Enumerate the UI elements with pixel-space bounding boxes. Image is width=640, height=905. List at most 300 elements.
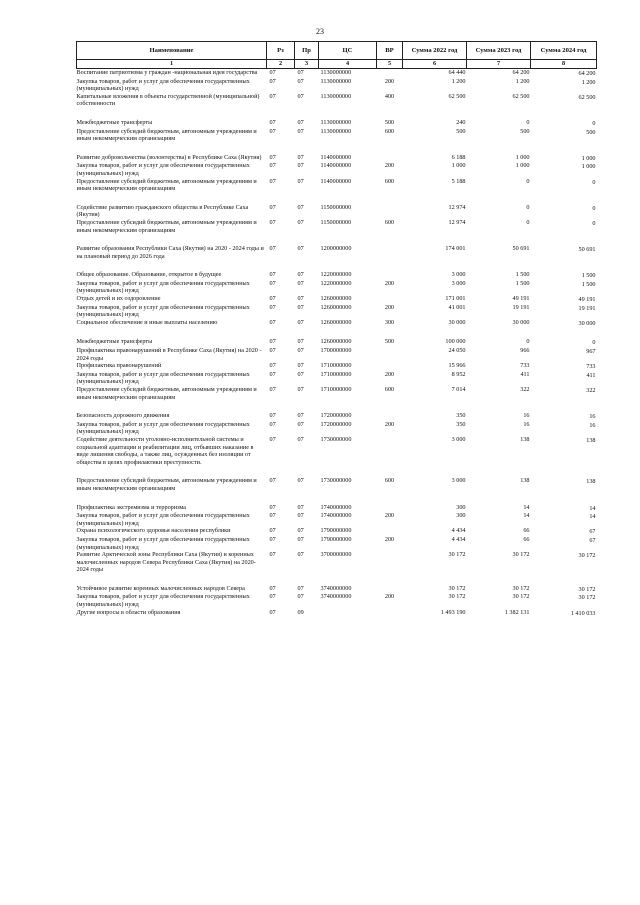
row-pr: 07 bbox=[297, 370, 304, 378]
row-sum-2023: 16 bbox=[523, 412, 530, 420]
row-pr: 07 bbox=[297, 127, 304, 135]
row-sum-2024: 0 bbox=[592, 119, 596, 127]
table-row bbox=[77, 178, 597, 193]
row-name: Развитие Арктической зоны Республики Саха (Якутия) и коренных малочисленных народов Севера Республики Саха (Якутия) на 2020-2024 годы bbox=[76, 551, 256, 574]
row-spacer-cell bbox=[77, 108, 597, 119]
row-name: Охрана психологического здоровья населения республики bbox=[76, 527, 231, 535]
row-spacer bbox=[77, 108, 597, 119]
row-cs bbox=[319, 609, 377, 618]
row-sum-2024: 67 bbox=[589, 536, 596, 544]
header-sum-2023: Сумма 2023 год bbox=[467, 42, 531, 60]
row-sum-2024: 30 000 bbox=[578, 319, 596, 327]
row-sum-2022: 300 bbox=[456, 512, 466, 520]
row-cs: 1260000000 bbox=[320, 318, 352, 326]
table-row bbox=[77, 93, 597, 108]
row-cs: 1150000000 bbox=[320, 218, 352, 226]
row-pr: 07 bbox=[297, 386, 304, 393]
header-sum-2024: Сумма 2024 год bbox=[531, 42, 597, 60]
row-vr bbox=[377, 436, 403, 466]
row-cs: 1260000000 bbox=[320, 303, 352, 311]
column-number: 4 bbox=[319, 60, 377, 69]
row-sum-2023: 1 500 bbox=[515, 271, 530, 279]
row-name: Предоставление субсидий бюджетным, автономным учреждениям и иным некоммерческим организациям bbox=[76, 386, 257, 401]
row-pr: 07 bbox=[297, 435, 304, 443]
row-sum-2022: 24 050 bbox=[448, 347, 466, 355]
row-sum-2023: 138 bbox=[520, 477, 530, 485]
column-number: 1 bbox=[77, 60, 267, 69]
row-vr bbox=[377, 551, 403, 574]
row-sum-2022: 8 952 bbox=[451, 370, 466, 378]
row-name: Закупка товаров, работ и услуг для обеспечения государственных (муниципальных) нужд bbox=[76, 535, 250, 551]
row-vr: 500 bbox=[384, 338, 395, 346]
row-sum-2022: 30 000 bbox=[448, 318, 466, 326]
row-sum-2024: 1 200 bbox=[581, 78, 596, 86]
row-sum-2022: 12 974 bbox=[448, 218, 466, 226]
row-cs: 1130000000 bbox=[320, 69, 352, 76]
row-rz: 07 bbox=[269, 77, 276, 85]
row-rz: 07 bbox=[269, 412, 276, 420]
row-rz: 07 bbox=[269, 338, 276, 346]
row-sum-2023: 16 bbox=[523, 420, 530, 428]
table-row bbox=[77, 304, 597, 319]
row-pr: 07 bbox=[297, 92, 304, 100]
table-row bbox=[77, 593, 597, 608]
row-sum-2023: 0 bbox=[526, 177, 530, 185]
row-sum-2023: 66 bbox=[523, 535, 530, 543]
table-row bbox=[77, 245, 597, 260]
row-vr: 600 bbox=[384, 218, 395, 226]
row-name: Закупка товаров, работ и услуг для обеспечения государственных (муниципальных) нужд bbox=[76, 162, 250, 177]
row-name: Развитие образования Республики Саха (Якутия) на 2020 - 2024 годы и на плановый период до 2026 года bbox=[76, 245, 264, 260]
row-rz: 07 bbox=[269, 347, 276, 355]
row-pr: 07 bbox=[297, 218, 304, 226]
row-sum-2023: 1 200 bbox=[515, 77, 530, 85]
row-vr: 200 bbox=[384, 303, 395, 311]
row-vr bbox=[377, 362, 403, 371]
row-vr bbox=[377, 412, 403, 421]
row-cs: 1700000000 bbox=[320, 347, 352, 355]
row-rz: 07 bbox=[269, 512, 276, 520]
row-sum-2022: 30 172 bbox=[448, 551, 466, 559]
row-vr: 600 bbox=[384, 177, 395, 185]
row-sum-2024: 967 bbox=[586, 348, 596, 356]
row-sum-2023: 62 500 bbox=[512, 92, 530, 100]
row-rz: 07 bbox=[269, 177, 276, 185]
row-rz: 07 bbox=[269, 477, 276, 485]
row-sum-2022: 350 bbox=[456, 420, 466, 428]
row-rz: 07 bbox=[269, 503, 276, 511]
table-row bbox=[77, 421, 597, 436]
table-row bbox=[77, 219, 597, 234]
row-spacer bbox=[77, 234, 597, 245]
row-sum-2024: 16 bbox=[589, 413, 596, 421]
row-name: Профилактика правонарушений в Республике Саха (Якутия) на 2020 - 2024 годы bbox=[76, 347, 262, 362]
table-row bbox=[77, 154, 597, 163]
table-row bbox=[77, 386, 597, 401]
row-sum-2022: 1 000 bbox=[451, 162, 466, 170]
row-cs: 1710000000 bbox=[320, 386, 352, 393]
row-sum-2022: 12 974 bbox=[448, 203, 466, 211]
row-sum-2023: 411 bbox=[520, 370, 530, 378]
row-name: Другие вопросы в области образования bbox=[76, 608, 181, 616]
row-name: Закупка товаров, работ и услуг для обеспечения государственных (муниципальных) нужд bbox=[76, 370, 250, 386]
row-sum-2024: 14 bbox=[589, 513, 596, 521]
row-name: Социальное обеспечение и иные выплаты населению bbox=[76, 318, 218, 326]
row-cs: 3740000000 bbox=[320, 584, 352, 592]
row-cs: 1220000000 bbox=[320, 279, 352, 287]
row-name: Предоставление субсидий бюджетным, автономным учреждениям и иным некоммерческим организациям bbox=[76, 477, 257, 492]
row-pr: 07 bbox=[297, 245, 304, 253]
header-name: Наименование bbox=[77, 42, 267, 60]
row-sum-2023: 0 bbox=[526, 338, 530, 346]
row-pr: 07 bbox=[297, 420, 304, 428]
row-spacer-cell bbox=[77, 574, 597, 585]
row-sum-2024: 411 bbox=[586, 371, 596, 379]
row-rz: 07 bbox=[269, 203, 276, 211]
row-cs: 1260000000 bbox=[320, 338, 352, 346]
table-row bbox=[77, 78, 597, 93]
row-sum-2024: 30 172 bbox=[578, 552, 596, 560]
row-pr: 07 bbox=[297, 203, 304, 211]
row-vr: 600 bbox=[384, 477, 395, 485]
row-vr bbox=[377, 527, 403, 536]
row-name: Содействие развитию гражданского общества в Республике Саха (Якутия) bbox=[76, 203, 249, 219]
row-sum-2022: 3 000 bbox=[451, 435, 466, 443]
row-name: Профилактика правонарушений bbox=[76, 362, 162, 370]
row-cs: 1140000000 bbox=[320, 162, 352, 170]
row-sum-2022: 171 001 bbox=[445, 295, 466, 303]
row-spacer-cell bbox=[77, 193, 597, 204]
row-sum-2024: 138 bbox=[586, 478, 596, 486]
row-sum-2024: 1 410 033 bbox=[570, 609, 596, 617]
row-cs: 1150000000 bbox=[320, 203, 352, 211]
row-cs: 3700000000 bbox=[320, 551, 352, 559]
row-cs: 1710000000 bbox=[320, 370, 352, 378]
row-pr: 07 bbox=[297, 162, 304, 170]
row-spacer-cell bbox=[77, 401, 597, 412]
table-row bbox=[77, 128, 597, 143]
page-number: 23 bbox=[316, 27, 324, 36]
row-cs: 1720000000 bbox=[320, 420, 352, 428]
row-name: Профилактика экстремизма и терроризма bbox=[76, 503, 187, 511]
table-row bbox=[77, 412, 597, 421]
row-sum-2022: 174 001 bbox=[445, 245, 466, 253]
row-pr: 07 bbox=[297, 584, 304, 592]
row-sum-2024: 64 200 bbox=[578, 70, 596, 77]
row-sum-2023: 322 bbox=[520, 386, 530, 393]
table-row bbox=[77, 69, 597, 78]
row-vr bbox=[377, 271, 403, 280]
row-vr bbox=[377, 245, 403, 260]
row-vr: 200 bbox=[384, 593, 395, 601]
row-vr: 600 bbox=[384, 127, 395, 135]
row-pr: 07 bbox=[297, 77, 304, 85]
row-cs: 1130000000 bbox=[320, 92, 352, 100]
row-vr: 200 bbox=[384, 420, 395, 428]
row-sum-2024: 62 500 bbox=[578, 93, 596, 101]
table-row bbox=[77, 295, 597, 304]
row-cs: 1710000000 bbox=[320, 362, 352, 370]
table-row bbox=[77, 119, 597, 128]
row-sum-2023: 500 bbox=[520, 127, 530, 135]
row-sum-2023: 0 bbox=[526, 118, 530, 126]
row-spacer bbox=[77, 327, 597, 338]
row-sum-2023: 1 382 131 bbox=[504, 608, 530, 616]
row-name: Закупка товаров, работ и услуг для обеспечения государственных (муниципальных) нужд bbox=[76, 593, 250, 609]
row-cs: 1730000000 bbox=[320, 435, 352, 443]
row-rz: 07 bbox=[269, 584, 276, 592]
row-name: Устойчивое развитие коренных малочисленных народов Севера bbox=[76, 584, 245, 592]
row-sum-2024: 14 bbox=[589, 504, 596, 512]
row-vr: 200 bbox=[384, 512, 395, 520]
row-pr: 07 bbox=[297, 338, 304, 346]
row-name: Закупка товаров, работ и услуг для обеспечения государственных (муниципальных) нужд bbox=[76, 420, 250, 436]
row-sum-2024: 1 000 bbox=[581, 154, 596, 162]
row-rz: 07 bbox=[269, 551, 276, 559]
row-pr: 09 bbox=[297, 608, 304, 616]
row-vr: 500 bbox=[384, 118, 395, 126]
table-row bbox=[77, 338, 597, 347]
row-sum-2024: 30 172 bbox=[578, 594, 596, 602]
row-spacer-cell bbox=[77, 260, 597, 271]
row-sum-2023: 30 172 bbox=[512, 551, 530, 559]
row-sum-2022: 240 bbox=[456, 118, 466, 126]
row-sum-2023: 966 bbox=[520, 347, 530, 355]
row-name: Безопасность дорожного движения bbox=[76, 412, 170, 420]
row-rz: 07 bbox=[269, 362, 276, 370]
row-sum-2024: 733 bbox=[586, 363, 596, 371]
row-vr bbox=[377, 504, 403, 513]
row-spacer-cell bbox=[77, 466, 597, 477]
row-vr: 200 bbox=[384, 77, 395, 85]
row-rz: 07 bbox=[269, 318, 276, 326]
row-cs: 1790000000 bbox=[320, 535, 352, 543]
row-sum-2024: 1 500 bbox=[581, 280, 596, 288]
row-sum-2022: 30 172 bbox=[448, 593, 466, 601]
row-cs: 1740000000 bbox=[320, 512, 352, 520]
table-body bbox=[77, 69, 597, 618]
row-sum-2024: 67 bbox=[589, 528, 596, 536]
row-vr: 600 bbox=[384, 386, 395, 393]
row-sum-2024: 500 bbox=[586, 128, 596, 136]
row-rz: 07 bbox=[269, 435, 276, 443]
row-sum-2024: 0 bbox=[592, 178, 596, 186]
row-sum-2023: 14 bbox=[523, 503, 530, 511]
column-number: 6 bbox=[403, 60, 467, 69]
row-spacer bbox=[77, 193, 597, 204]
row-name: Закупка товаров, работ и услуг для обеспечения государственных (муниципальных) нужд bbox=[76, 77, 250, 93]
row-rz: 07 bbox=[269, 386, 276, 393]
row-spacer bbox=[77, 143, 597, 154]
table-row bbox=[77, 162, 597, 177]
table-row bbox=[77, 371, 597, 386]
row-pr: 07 bbox=[297, 347, 304, 355]
row-sum-2022: 3 000 bbox=[451, 477, 466, 485]
row-sum-2022: 4 434 bbox=[451, 535, 466, 543]
column-number: 8 bbox=[531, 60, 597, 69]
row-sum-2022: 350 bbox=[456, 412, 466, 420]
row-sum-2022: 3 000 bbox=[451, 279, 466, 287]
row-pr: 07 bbox=[297, 593, 304, 601]
row-name: Предоставление субсидий бюджетным, автономным учреждениям и иным некоммерческим организациям bbox=[76, 218, 257, 234]
row-cs: 1130000000 bbox=[320, 77, 352, 85]
row-sum-2024: 0 bbox=[592, 219, 596, 227]
row-pr: 07 bbox=[297, 295, 304, 303]
table-row bbox=[77, 204, 597, 219]
row-spacer bbox=[77, 401, 597, 412]
row-name: Межбюджетные трансферты bbox=[76, 118, 153, 126]
row-spacer-cell bbox=[77, 143, 597, 154]
row-sum-2022: 1 493 190 bbox=[440, 608, 466, 616]
row-rz: 07 bbox=[269, 153, 276, 161]
row-pr: 07 bbox=[297, 362, 304, 370]
row-sum-2022: 7 014 bbox=[451, 386, 466, 393]
row-rz: 07 bbox=[269, 245, 276, 253]
row-name: Предоставление субсидий бюджетным, автономным учреждениям и иным некоммерческим организациям bbox=[76, 127, 257, 143]
row-sum-2023: 733 bbox=[520, 362, 530, 370]
row-pr: 07 bbox=[297, 153, 304, 161]
row-rz: 07 bbox=[269, 593, 276, 601]
row-pr: 07 bbox=[297, 535, 304, 543]
row-sum-2022: 30 172 bbox=[448, 584, 466, 592]
row-rz: 07 bbox=[269, 420, 276, 428]
row-spacer-cell bbox=[77, 234, 597, 245]
row-vr bbox=[377, 204, 403, 219]
row-pr: 07 bbox=[297, 477, 304, 485]
row-pr: 07 bbox=[297, 177, 304, 185]
row-sum-2023: 30 172 bbox=[512, 593, 530, 601]
table-row bbox=[77, 280, 597, 295]
row-pr: 07 bbox=[297, 412, 304, 420]
row-pr: 07 bbox=[297, 69, 304, 76]
row-sum-2022: 64 440 bbox=[448, 69, 466, 76]
row-sum-2022: 41 001 bbox=[448, 303, 466, 311]
row-name: Межбюджетные трансферты bbox=[76, 338, 153, 346]
row-sum-2023: 0 bbox=[526, 218, 530, 226]
row-sum-2023: 1 000 bbox=[515, 153, 530, 161]
row-sum-2022: 4 434 bbox=[451, 527, 466, 535]
header-cs: ЦС bbox=[319, 42, 377, 60]
row-pr: 07 bbox=[297, 279, 304, 287]
row-vr bbox=[377, 609, 403, 618]
row-cs: 1260000000 bbox=[320, 295, 352, 303]
row-sum-2024: 30 172 bbox=[578, 585, 596, 593]
table-row bbox=[77, 436, 597, 466]
row-pr: 07 bbox=[297, 503, 304, 511]
row-rz: 07 bbox=[269, 295, 276, 303]
header-pr: Пр bbox=[295, 42, 319, 60]
row-spacer bbox=[77, 574, 597, 585]
header-sum-2022: Сумма 2022 год bbox=[403, 42, 467, 60]
table-row bbox=[77, 551, 597, 574]
row-name: Предоставление субсидий бюджетным, автономным учреждениям и иным некоммерческим организациям bbox=[76, 177, 257, 193]
row-cs: 1720000000 bbox=[320, 412, 352, 420]
row-cs: 1220000000 bbox=[320, 271, 352, 279]
row-name: Закупка товаров, работ и услуг для обеспечения государственных (муниципальных) нужд bbox=[76, 303, 250, 319]
row-name: Капитальные вложения в объекты государственной (муниципальной) собственности bbox=[76, 92, 260, 108]
row-spacer bbox=[77, 493, 597, 504]
row-sum-2024: 19 191 bbox=[578, 304, 596, 312]
row-sum-2022: 6 188 bbox=[451, 153, 466, 161]
row-vr bbox=[377, 347, 403, 362]
row-sum-2024: 138 bbox=[586, 436, 596, 444]
table-row bbox=[77, 527, 597, 536]
row-cs: 3740000000 bbox=[320, 593, 352, 601]
row-sum-2023: 0 bbox=[526, 203, 530, 211]
row-rz: 07 bbox=[269, 527, 276, 535]
row-sum-2023: 14 bbox=[523, 512, 530, 520]
row-rz: 07 bbox=[269, 118, 276, 126]
row-rz: 07 bbox=[269, 303, 276, 311]
row-vr bbox=[377, 585, 403, 594]
budget-table bbox=[76, 41, 597, 617]
column-number: 7 bbox=[467, 60, 531, 69]
row-rz: 07 bbox=[269, 370, 276, 378]
row-pr: 07 bbox=[297, 303, 304, 311]
row-vr bbox=[377, 295, 403, 304]
row-sum-2023: 30 000 bbox=[512, 318, 530, 326]
table-row bbox=[77, 504, 597, 513]
row-pr: 07 bbox=[297, 551, 304, 559]
header-row bbox=[77, 42, 597, 60]
row-cs: 1130000000 bbox=[320, 127, 352, 135]
row-name: Развитие добровольчества (волонтерства) в Республике Саха (Якутия) bbox=[76, 153, 262, 161]
row-spacer-cell bbox=[77, 493, 597, 504]
row-cs: 1740000000 bbox=[320, 503, 352, 511]
row-sum-2023: 1 500 bbox=[515, 279, 530, 287]
row-sum-2024: 16 bbox=[589, 421, 596, 429]
row-name: Закупка товаров, работ и услуг для обеспечения государственных (муниципальных) нужд bbox=[76, 279, 250, 295]
row-sum-2023: 50 691 bbox=[512, 245, 530, 253]
row-sum-2022: 100 000 bbox=[445, 338, 466, 346]
row-rz: 07 bbox=[269, 69, 276, 76]
table-row bbox=[77, 347, 597, 362]
row-sum-2022: 1 200 bbox=[451, 77, 466, 85]
row-sum-2022: 15 966 bbox=[448, 362, 466, 370]
row-sum-2024: 1 500 bbox=[581, 272, 596, 280]
row-sum-2022: 62 500 bbox=[448, 92, 466, 100]
row-spacer bbox=[77, 260, 597, 271]
row-name: Содействие деятельности уголовно-исполнительной системы и социальной адаптации и реабилитации лиц, отбывших наказание в виде лишения свободы, а также лиц, осужденных без изоляции от общества в целях профилактики преступности. bbox=[76, 435, 254, 466]
row-sum-2022: 3 000 bbox=[451, 271, 466, 279]
row-vr bbox=[377, 154, 403, 163]
row-sum-2023: 64 200 bbox=[512, 69, 530, 76]
row-cs: 1730000000 bbox=[320, 477, 352, 485]
table-row bbox=[77, 362, 597, 371]
row-sum-2023: 1 000 bbox=[515, 162, 530, 170]
row-sum-2023: 49 191 bbox=[512, 295, 530, 303]
row-vr: 400 bbox=[384, 92, 395, 100]
row-pr: 07 bbox=[297, 318, 304, 326]
row-name: Закупка товаров, работ и услуг для обеспечения государственных (муниципальных) нужд bbox=[76, 512, 250, 527]
row-spacer-cell bbox=[77, 327, 597, 338]
row-vr: 200 bbox=[384, 279, 395, 287]
row-sum-2023: 19 191 bbox=[512, 303, 530, 311]
row-spacer bbox=[77, 466, 597, 477]
table-row bbox=[77, 271, 597, 280]
row-vr bbox=[377, 69, 403, 78]
row-name: Общее образование. Образование, открытое в будущее bbox=[76, 271, 222, 279]
table-row bbox=[77, 512, 597, 527]
row-rz: 07 bbox=[269, 271, 276, 279]
column-number: 3 bbox=[295, 60, 319, 69]
header-vr: ВР bbox=[377, 42, 403, 60]
table-row bbox=[77, 585, 597, 594]
row-pr: 07 bbox=[297, 512, 304, 520]
row-sum-2023: 30 172 bbox=[512, 584, 530, 592]
row-cs: 1130000000 bbox=[320, 118, 352, 126]
row-sum-2022: 500 bbox=[456, 127, 466, 135]
